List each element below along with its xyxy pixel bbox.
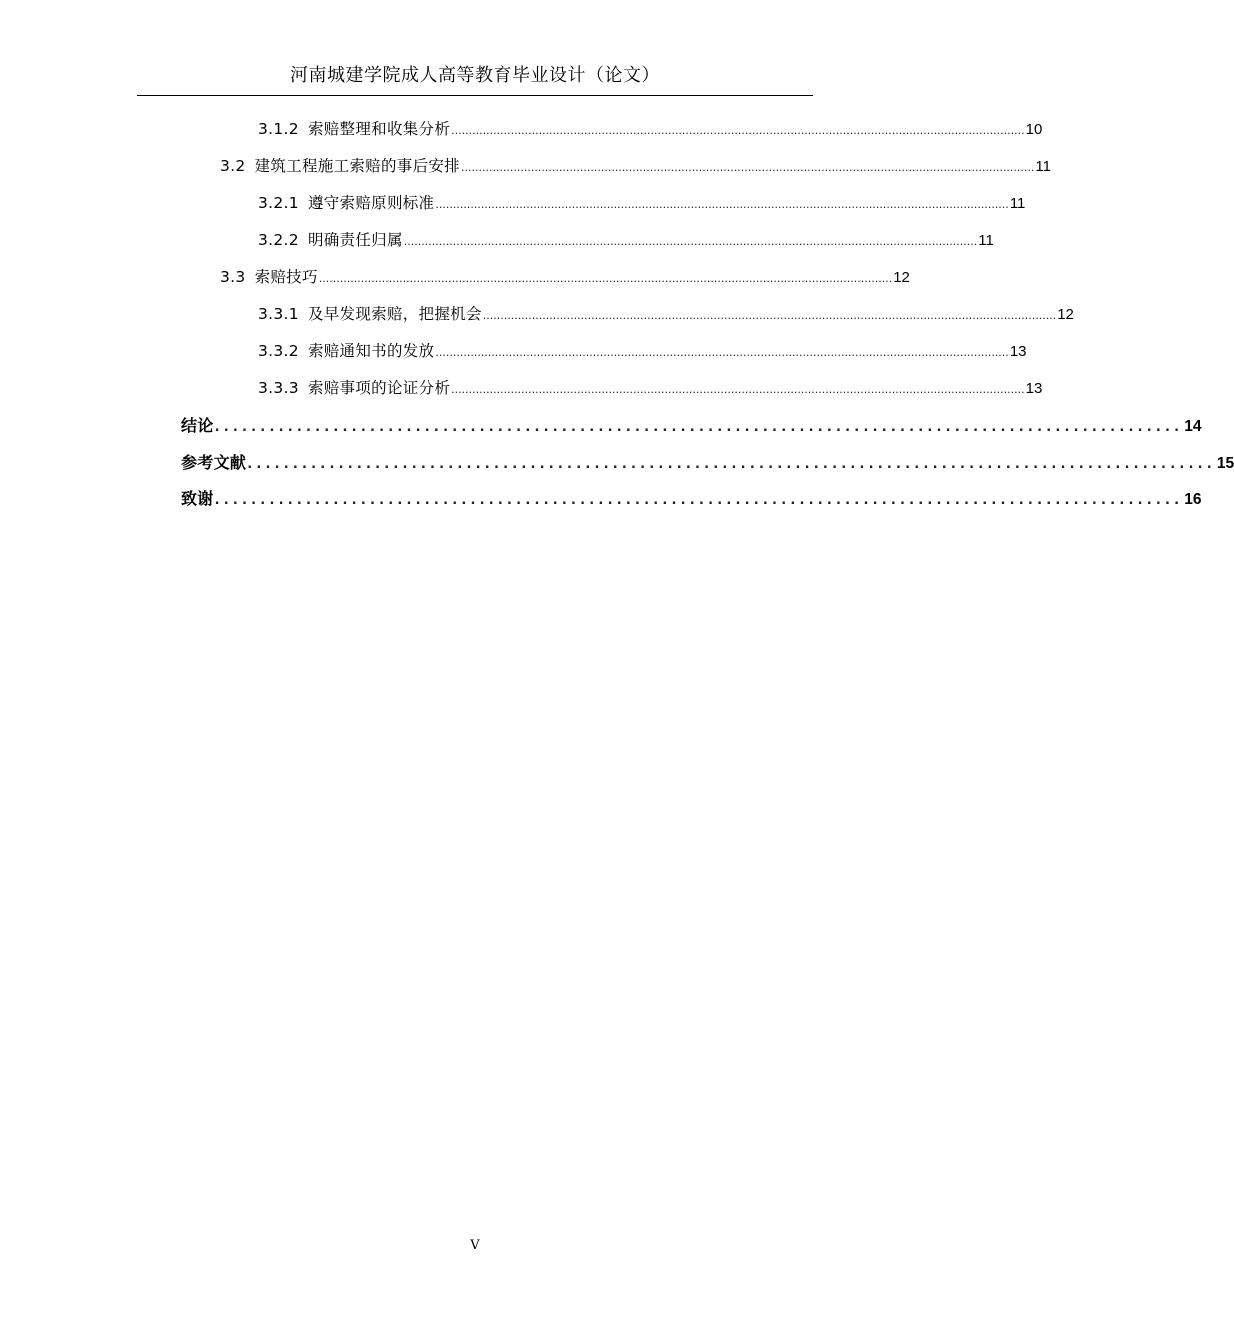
toc-entry-label [258,302,482,324]
toc-entry-text: 结论 [181,416,214,435]
toc-entry-text: 参考文献 [181,453,247,472]
toc-entry-3-3-1[interactable] [258,302,1074,326]
toc-entry-conclusion[interactable] [181,413,1202,437]
toc-entry-number: 3.3.2 [258,342,299,360]
toc-dot-leader: .................................................................................................................................................................... [403,235,978,248]
toc-entry-number: 3.3.1 [258,305,299,323]
toc-entry-3-3[interactable] [220,265,910,289]
toc-entry-page: 16 [1184,491,1202,508]
toc-entry-3-2-2[interactable] [258,228,994,252]
toc-dot-leader: .......................................................................................................... [214,420,1184,435]
header-title: 河南城建学院成人高等教育毕业设计（论文） [290,65,660,86]
toc-entry-text: 索赔技巧 [254,268,318,286]
toc-entry-references[interactable] [181,450,1234,474]
toc-dot-leader: .......................................................................................................... [247,457,1216,472]
toc-entry-number: 3.2 [220,157,246,175]
toc-entry-label [258,339,434,361]
toc-entry-label [258,191,434,213]
toc-dot-leader: .................................................................................................................................................................... [451,124,1025,137]
toc-entry-text: 索赔通知书的发放 [307,342,435,360]
toc-entry-text: 索赔整理和收集分析 [307,120,451,138]
toc-entry-label [258,228,403,250]
toc-entry-number: 3.3 [220,268,246,286]
toc-entry-acknowledgements[interactable] [181,486,1202,510]
toc-dot-leader: .................................................................................................................................................................... [482,309,1057,322]
toc-dot-leader: .................................................................................................................................................................... [318,272,893,285]
toc-entry-3-3-2[interactable] [258,339,1027,363]
toc-entry-page: 11 [978,232,994,249]
toc-dot-leader: .................................................................................................................................................................... [451,383,1025,396]
toc-entry-page: 10 [1025,121,1043,138]
toc-entry-3-1-2[interactable] [258,117,1043,141]
toc-dot-leader: .................................................................................................................................................................... [460,161,1035,174]
toc-entry-label [258,376,450,398]
toc-entry-page: 14 [1184,418,1202,435]
page-number: V [470,1238,480,1253]
toc-entry-text: 遵守索赔原则标准 [307,194,435,212]
toc-entry-label [258,117,450,139]
toc-entry-text: 索赔事项的论证分析 [307,379,451,397]
toc-entry-page: 13 [1025,380,1043,397]
toc-entry-text: 明确责任归属 [307,231,403,249]
toc-entry-3-2-1[interactable] [258,191,1026,215]
toc-entry-number: 3.3.3 [258,379,299,397]
toc-entry-3-2[interactable] [220,154,1051,178]
toc-entry-3-3-3[interactable] [258,376,1043,400]
toc-entry-text: 及早发现索赔，把握机会 [307,305,482,323]
toc-entry-page: 13 [1009,343,1027,360]
toc-dot-leader: .................................................................................................................................................................... [435,198,1009,211]
toc-entry-page: 11 [1035,158,1051,175]
toc-entry-page: 15 [1216,455,1234,472]
toc-dot-leader: .......................................................................................................... [214,493,1184,508]
toc-entry-page: 12 [1057,306,1074,323]
toc-entry-number: 3.2.2 [258,231,299,249]
toc-entry-text: 致谢 [181,489,214,508]
toc-entry-page: 12 [893,269,910,286]
toc-entry-number: 3.1.2 [258,120,299,138]
toc-entry-label [220,265,318,287]
toc-entry-number: 3.2.1 [258,194,299,212]
toc-entry-label [220,154,460,176]
toc-entry-text: 建筑工程施工索赔的事后安排 [254,157,460,175]
toc-dot-leader: .................................................................................................................................................................... [435,346,1009,359]
toc-entry-page: 11 [1009,195,1026,212]
